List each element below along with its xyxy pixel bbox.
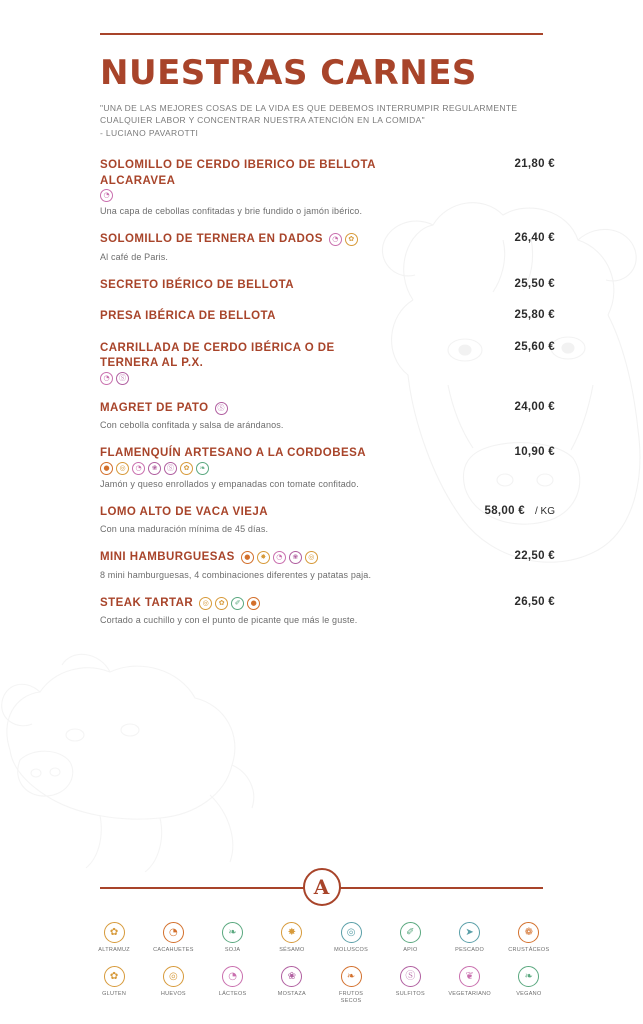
sesame-icon: ✸ <box>281 922 302 943</box>
allergen-legend-item <box>388 966 433 1005</box>
menu-item-description: Una capa de cebollas confitadas y brie fundido o jamón ibérico. <box>100 206 363 217</box>
milk-icon: ◔ <box>100 189 113 202</box>
menu-item-price: 21,80 € <box>514 158 555 170</box>
gluten-icon: ✿ <box>345 233 358 246</box>
allergen-legend-label: ALTRAMUZ <box>98 947 130 953</box>
gluten-icon: ✿ <box>104 966 125 987</box>
allergen-chip-group <box>215 402 228 415</box>
allergen-legend-row-1 <box>92 922 552 954</box>
allergen-legend-item <box>447 966 492 1005</box>
menu-item-price: 22,50 € <box>514 550 555 563</box>
menu-item-name-wrap <box>100 158 400 202</box>
crustacean-icon: ❁ <box>518 922 539 943</box>
menu-item-price-wrap <box>485 505 556 517</box>
quote-text: "UNA DE LAS MEJORES COSAS DE LA VIDA ES QUE DEBEMOS INTERRUMPIR REGULARMENTE CUALQUIER LABOR Y CONCENTRAR NUESTRA ATENCIÓN EN LA COMIDA" <box>100 102 518 126</box>
allergen-legend-label: CACAHUETES <box>153 947 194 953</box>
fish-icon: ➤ <box>459 922 480 943</box>
egg-icon: ◎ <box>116 462 129 475</box>
menu-item-name: PRESA IBÉRICA DE BELLOTA <box>100 310 276 323</box>
menu-item-header <box>100 232 555 248</box>
allergen-legend-item <box>151 922 196 954</box>
footer-divider-wrap <box>100 868 543 908</box>
menu-item-description: Al café de Paris. <box>100 251 169 262</box>
menu-item-name-wrap <box>100 401 228 417</box>
menu-item-price-wrap <box>515 278 555 290</box>
menu-item-name: FLAMENQUÍN ARTESANO A LA CORDOBESA <box>100 447 366 460</box>
milk-icon: ◔ <box>329 233 342 246</box>
menu-header <box>100 53 550 140</box>
menu-item-price: 58,00 € <box>484 504 525 517</box>
allergen-legend-item <box>269 922 314 954</box>
menu-item-price-wrap <box>515 341 555 353</box>
menu-item-price: 25,50 € <box>514 277 555 290</box>
celery-icon: ✐ <box>400 922 421 943</box>
menu-item-price-wrap <box>515 158 555 170</box>
allergen-legend-item <box>92 922 137 954</box>
allergen-chip-group <box>100 372 129 385</box>
allergen-legend-label: LÁCTEOS <box>218 991 247 998</box>
allergen-legend-item <box>329 966 374 1005</box>
menu-item-name: LOMO ALTO DE VACA VIEJA <box>100 505 268 518</box>
peanut-icon: ◔ <box>163 922 184 943</box>
menu-item-name: STEAK TARTAR <box>100 596 194 609</box>
menu-item-header <box>100 278 555 294</box>
menu-item-name-wrap <box>100 309 282 325</box>
allergen-legend-label: MOSTAZA <box>277 991 307 998</box>
sulphites-icon: Ⓢ <box>164 462 177 475</box>
menu-item-name: CARRILLADA DE CERDO IBÉRICA O DE TERNERA AL P.X. <box>100 341 335 370</box>
menu-item <box>100 596 555 626</box>
menu-item-price-wrap <box>515 309 555 321</box>
menu-item-name: MINI HAMBURGUESAS <box>100 551 235 564</box>
sulphites-icon: Ⓢ <box>215 402 228 415</box>
allergen-legend-label: FRUTOS SECOS <box>338 991 364 1005</box>
menu-item <box>100 401 555 431</box>
menu-item-header <box>100 446 555 475</box>
lupin-icon: ✿ <box>104 922 125 943</box>
menu-item-header <box>100 158 555 202</box>
allergen-legend-label: PESCADO <box>455 947 485 953</box>
menu-item <box>100 232 555 262</box>
egg-icon: ◎ <box>305 551 318 564</box>
menu-item-header <box>100 309 555 325</box>
header-quote <box>100 102 550 140</box>
top-divider <box>100 33 543 35</box>
vegan-icon: ❧ <box>518 966 539 987</box>
menu-item-name: MAGRET DE PATO <box>100 401 209 414</box>
allergen-legend-label: VEGANO <box>516 991 542 998</box>
menu-item-description: Con cebolla confitada y salsa de arándanos. <box>100 420 284 431</box>
menu-item <box>100 158 555 216</box>
pig-illustration <box>0 600 280 900</box>
menu-item-price: 24,00 € <box>514 400 555 413</box>
menu-item-name-wrap <box>100 446 400 475</box>
allergen-legend-item <box>210 922 255 954</box>
allergen-legend-label: GLUTEN <box>102 991 127 998</box>
allergen-legend-item <box>269 966 314 1005</box>
menu-item-price-unit: / KG <box>534 505 555 517</box>
menu-item <box>100 505 555 535</box>
allergen-chip-group <box>100 462 209 475</box>
mustard-icon: ❀ <box>148 462 161 475</box>
menu-item-name: SECRETO IBÉRICO DE BELLOTA <box>100 278 295 291</box>
allergen-legend-label: CRUSTÁCEOS <box>508 947 550 953</box>
menu-item-name-wrap <box>100 550 318 566</box>
allergen-chip-group <box>199 597 260 610</box>
allergen-legend-label: SOJA <box>224 947 241 953</box>
allergen-legend-item <box>388 922 433 954</box>
quote-author: - LUCIANO PAVAROTTI <box>100 128 199 139</box>
menu-item-header <box>100 550 555 566</box>
allergen-legend-label: APIO <box>403 947 418 953</box>
menu-item-price-wrap <box>515 550 555 562</box>
menu-item-price: 26,40 € <box>514 232 555 245</box>
allergen-legend-label: VEGETARIANO <box>448 991 491 998</box>
menu-item-header <box>100 505 555 521</box>
mustard-icon: ❀ <box>289 551 302 564</box>
menu-item-price-wrap <box>515 232 555 244</box>
menu-item <box>100 550 555 580</box>
allergen-legend-label: HUEVOS <box>160 991 186 998</box>
sulphites-icon: Ⓢ <box>116 372 129 385</box>
soja-icon: ❧ <box>196 462 209 475</box>
allergen-chip-group <box>241 551 318 564</box>
allergen-legend-label: MOLUSCOS <box>334 947 369 953</box>
menu-item-price-wrap <box>515 596 555 608</box>
menu-item-name-wrap <box>100 505 274 521</box>
menu-item-list <box>100 158 555 641</box>
menu-item-price: 10,90 € <box>514 446 555 459</box>
menu-item-price-wrap <box>515 401 555 413</box>
gluten-icon: ✿ <box>215 597 228 610</box>
menu-item-description: Jamón y queso enrollados y empanadas con tomate confitado. <box>100 478 359 489</box>
menu-item-price: 26,50 € <box>514 595 555 608</box>
menu-item-description: 8 mini hamburguesas, 4 combinaciones diferentes y patatas paja. <box>100 569 372 580</box>
allergen-legend-item <box>506 922 551 954</box>
allergen-legend-item <box>92 966 137 1005</box>
menu-item-price: 25,80 € <box>514 309 555 322</box>
menu-item-description: Con una maduración mínima de 45 días. <box>100 524 269 535</box>
page-title: NUESTRAS CARNES <box>100 53 477 93</box>
menu-item-header <box>100 341 555 385</box>
egg-icon: ◎ <box>163 966 184 987</box>
egg-icon: ◎ <box>199 597 212 610</box>
menu-item-header <box>100 596 555 612</box>
peanut-icon: ● <box>241 551 254 564</box>
menu-item-price: 25,60 € <box>514 340 555 353</box>
menu-item-header <box>100 401 555 417</box>
allergen-legend-item <box>329 922 374 954</box>
soja-icon: ❧ <box>222 922 243 943</box>
sesame-icon: ✸ <box>257 551 270 564</box>
menu-item-name-wrap <box>100 596 260 612</box>
gluten-icon: ✿ <box>180 462 193 475</box>
peanut-icon: ● <box>100 462 113 475</box>
allergen-legend-item <box>447 922 492 954</box>
milk-icon: ◔ <box>273 551 286 564</box>
menu-item-name: SOLOMILLO DE TERNERA EN DADOS <box>100 233 323 246</box>
allergen-chip-group <box>100 189 113 202</box>
milk-icon: ◔ <box>222 966 243 987</box>
allergen-legend-row-2 <box>92 966 552 1005</box>
allergen-legend-item <box>151 966 196 1005</box>
allergen-legend-label: SÉSAMO <box>279 947 305 953</box>
menu-item-description: Cortado a cuchillo y con el punto de picante que más le guste. <box>100 615 358 626</box>
mollusc-icon: ◎ <box>341 922 362 943</box>
menu-item-price-wrap <box>515 446 555 458</box>
menu-item-name-wrap <box>100 232 358 248</box>
celery-icon: ✐ <box>231 597 244 610</box>
allergen-legend-item <box>210 966 255 1005</box>
peanut-icon: ● <box>247 597 260 610</box>
menu-footer <box>0 868 643 1017</box>
allergen-legend-label: SULFITOS <box>395 991 425 998</box>
menu-item-name: SOLOMILLO DE CERDO IBERICO DE BELLOTA ALCARAVEA <box>100 159 376 187</box>
menu-item-name-wrap <box>100 278 300 294</box>
allergen-chip-group <box>329 233 358 246</box>
menu-item <box>100 341 555 385</box>
sulphites-icon: Ⓢ <box>400 966 421 987</box>
menu-item <box>100 278 555 294</box>
allergen-legend <box>92 922 552 1005</box>
menu-item-name-wrap <box>100 341 400 385</box>
menu-item <box>100 309 555 325</box>
mustard-icon: ❀ <box>281 966 302 987</box>
vegetarian-icon: ❦ <box>459 966 480 987</box>
menu-item <box>100 446 555 489</box>
allergen-legend-item <box>506 966 551 1005</box>
milk-icon: ◔ <box>132 462 145 475</box>
restaurant-logo: A <box>303 868 341 906</box>
milk-icon: ◔ <box>100 372 113 385</box>
nuts-icon: ❧ <box>341 966 362 987</box>
